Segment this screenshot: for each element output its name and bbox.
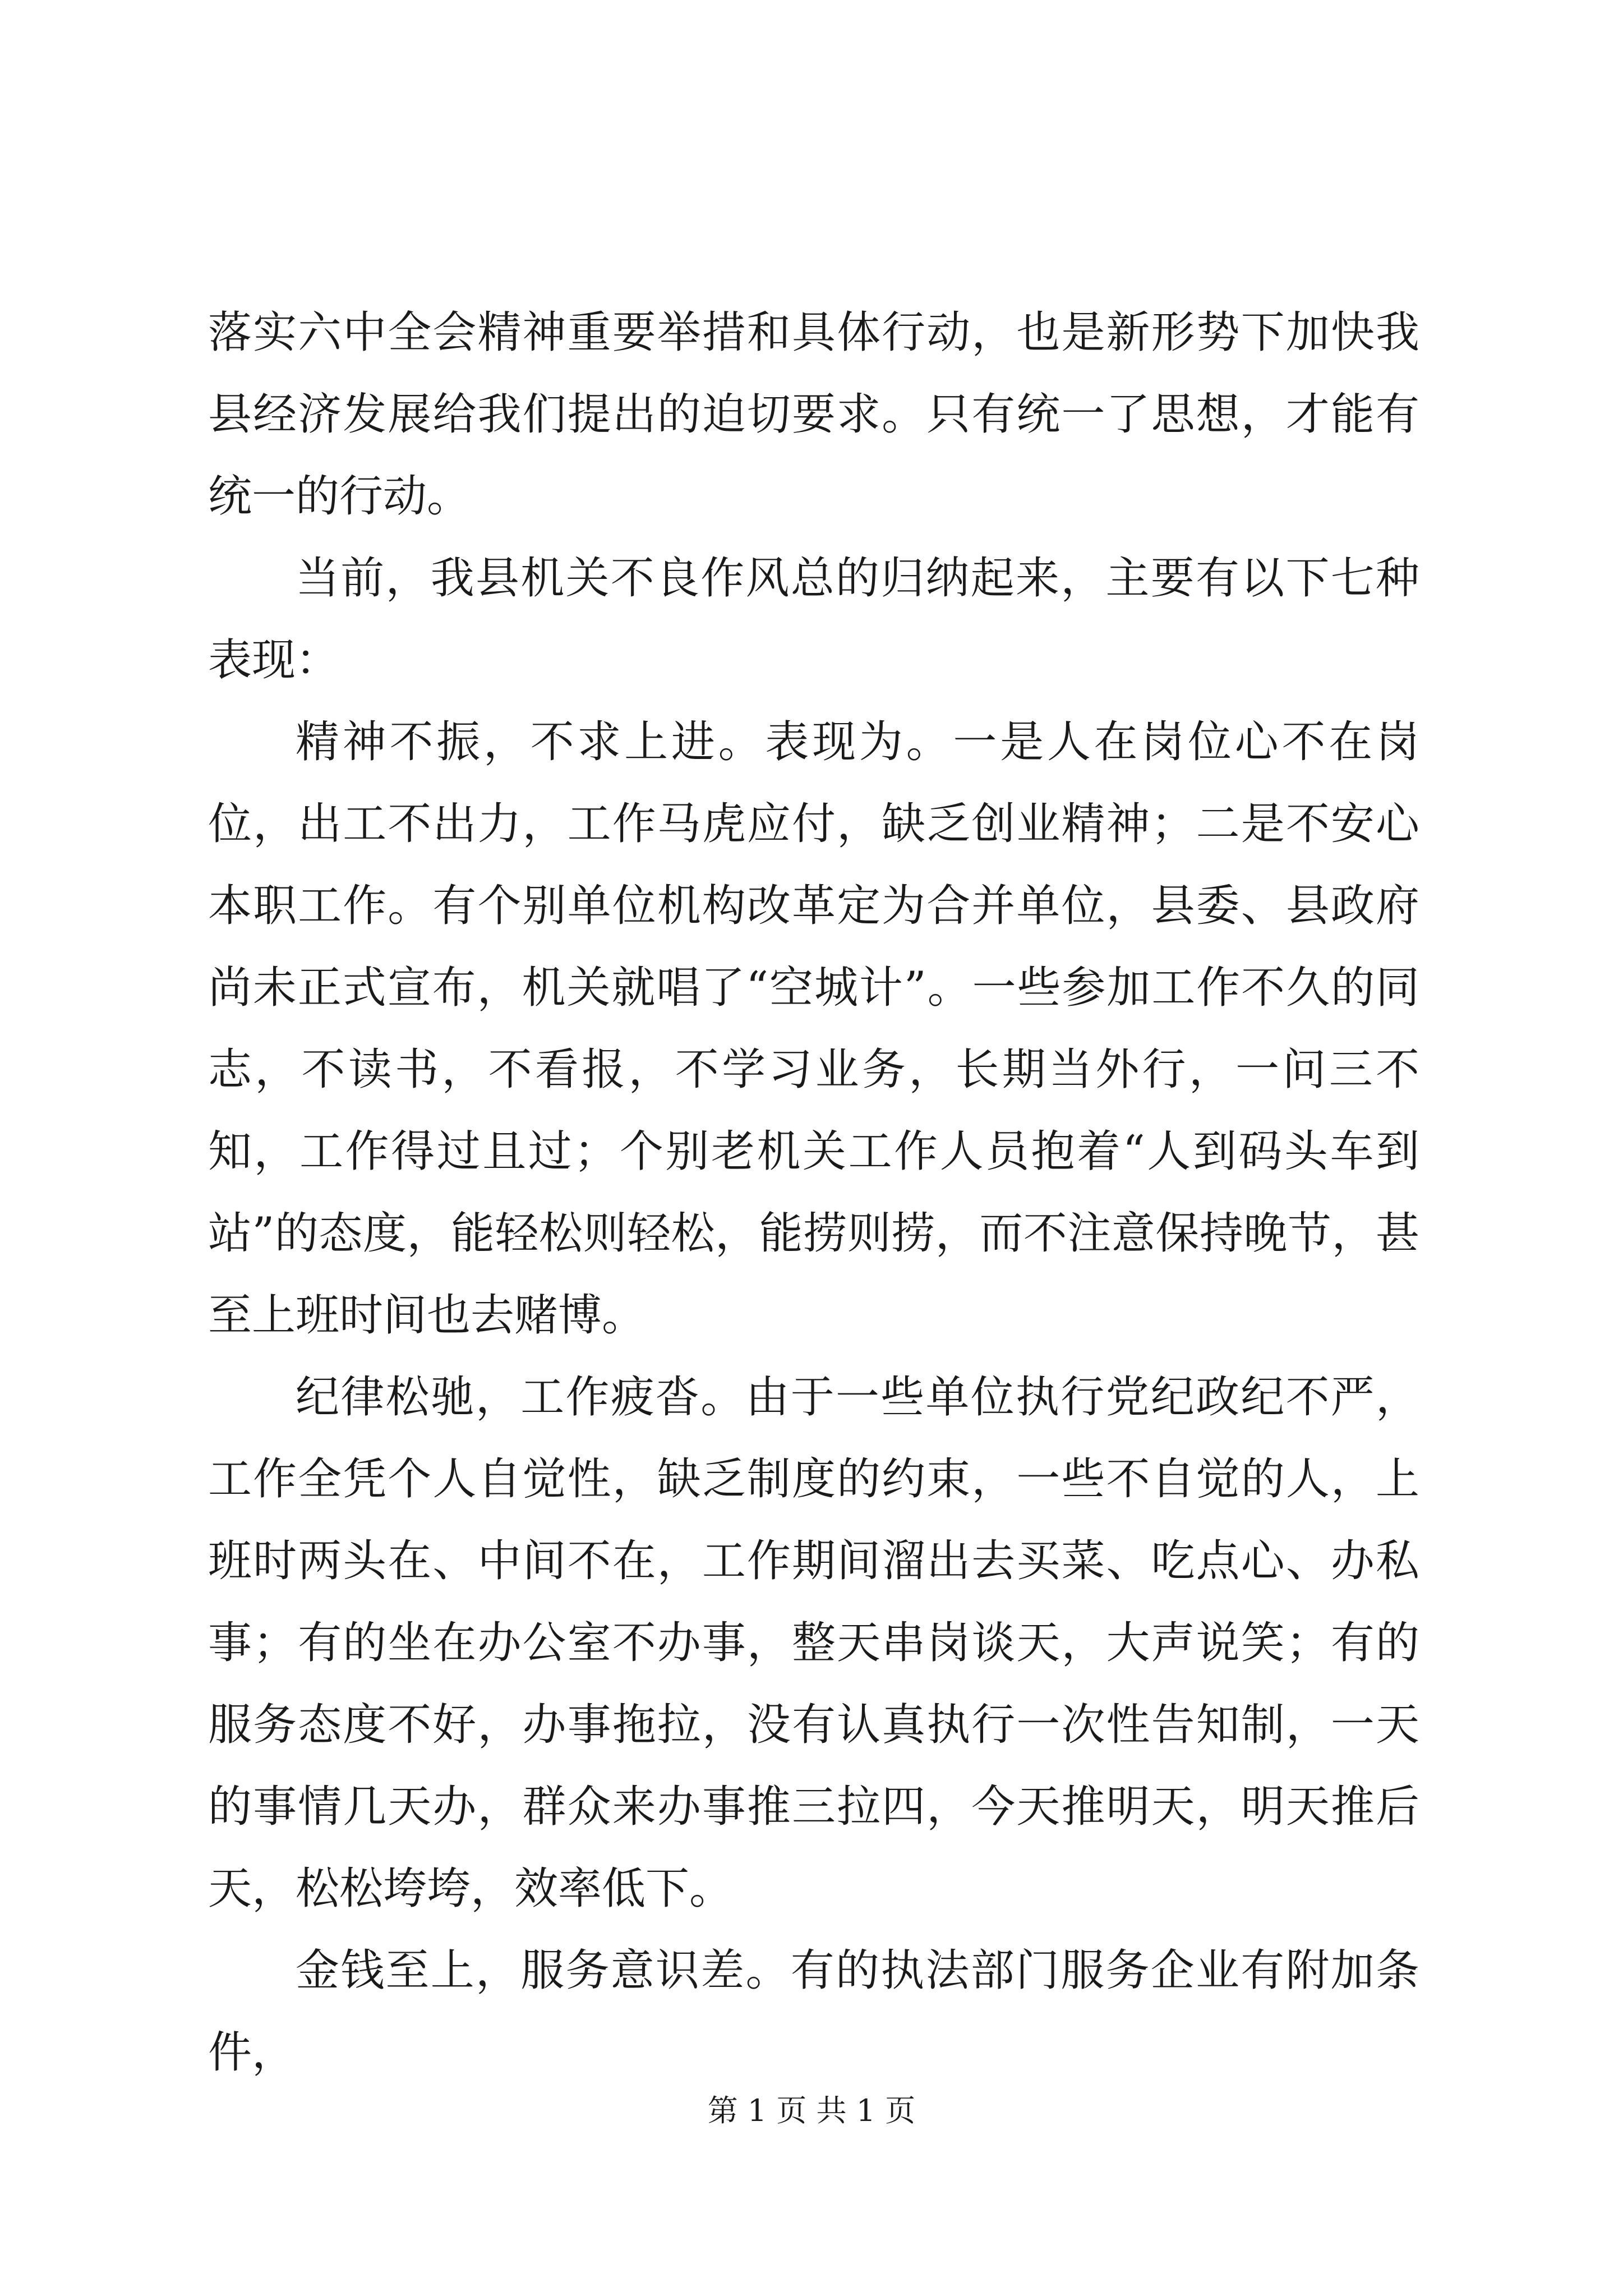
paragraph-1: 落实六中全会精神重要举措和具体行动，也是新形势下加快我县经济发展给我们提出的迫切要求。只有统一了思想，才能有统一的行动。 [208, 307, 1419, 522]
paragraph-3: 精神不振，不求上进。表现为。一是人在岗位心不在岗位，出工不出力，工作马虎应付，缺乏创业精神；二是不安心本职工作。有个别单位机构改革定为合并单位，县委、县政府尚未正式宣布，机关就唱了“空城计”。一些参加工作不久的同志，不读书，不看报，不学习业务，长期当外行，一问三不知，工作得过且过；个别老机关工作人员抱着“人到码头车到站”的态度，能轻松则轻松，能捞则捞，而不注意保持晚节，甚至上班时间也去赌博。 [208, 717, 1419, 1341]
page-number-label: 第 1 页 共 1 页 [707, 2093, 916, 2128]
document-body [208, 292, 1419, 2093]
paragraph-2: 当前，我县机关不良作风总的归纳起来，主要有以下七种表现： [208, 553, 1419, 685]
page-footer [0, 2087, 1623, 2130]
paragraph-5: 金钱至上，服务意识差。有的执法部门服务企业有附加条件， [208, 1945, 1419, 2078]
paragraph-4: 纪律松驰，工作疲沓。由于一些单位执行党纪政纪不严，工作全凭个人自觉性，缺乏制度的约束，一些不自觉的人，上班时两头在、中间不在，工作期间溜出去买菜、吃点心、办私事；有的坐在办公室不办事，整天串岗谈天，大声说笑；有的服务态度不好，办事拖拉，没有认真执行一次性告知制，一天的事情几天办，群众来办事推三拉四，今天推明天，明天推后天，松松垮垮，效率低下。 [208, 1372, 1419, 1914]
